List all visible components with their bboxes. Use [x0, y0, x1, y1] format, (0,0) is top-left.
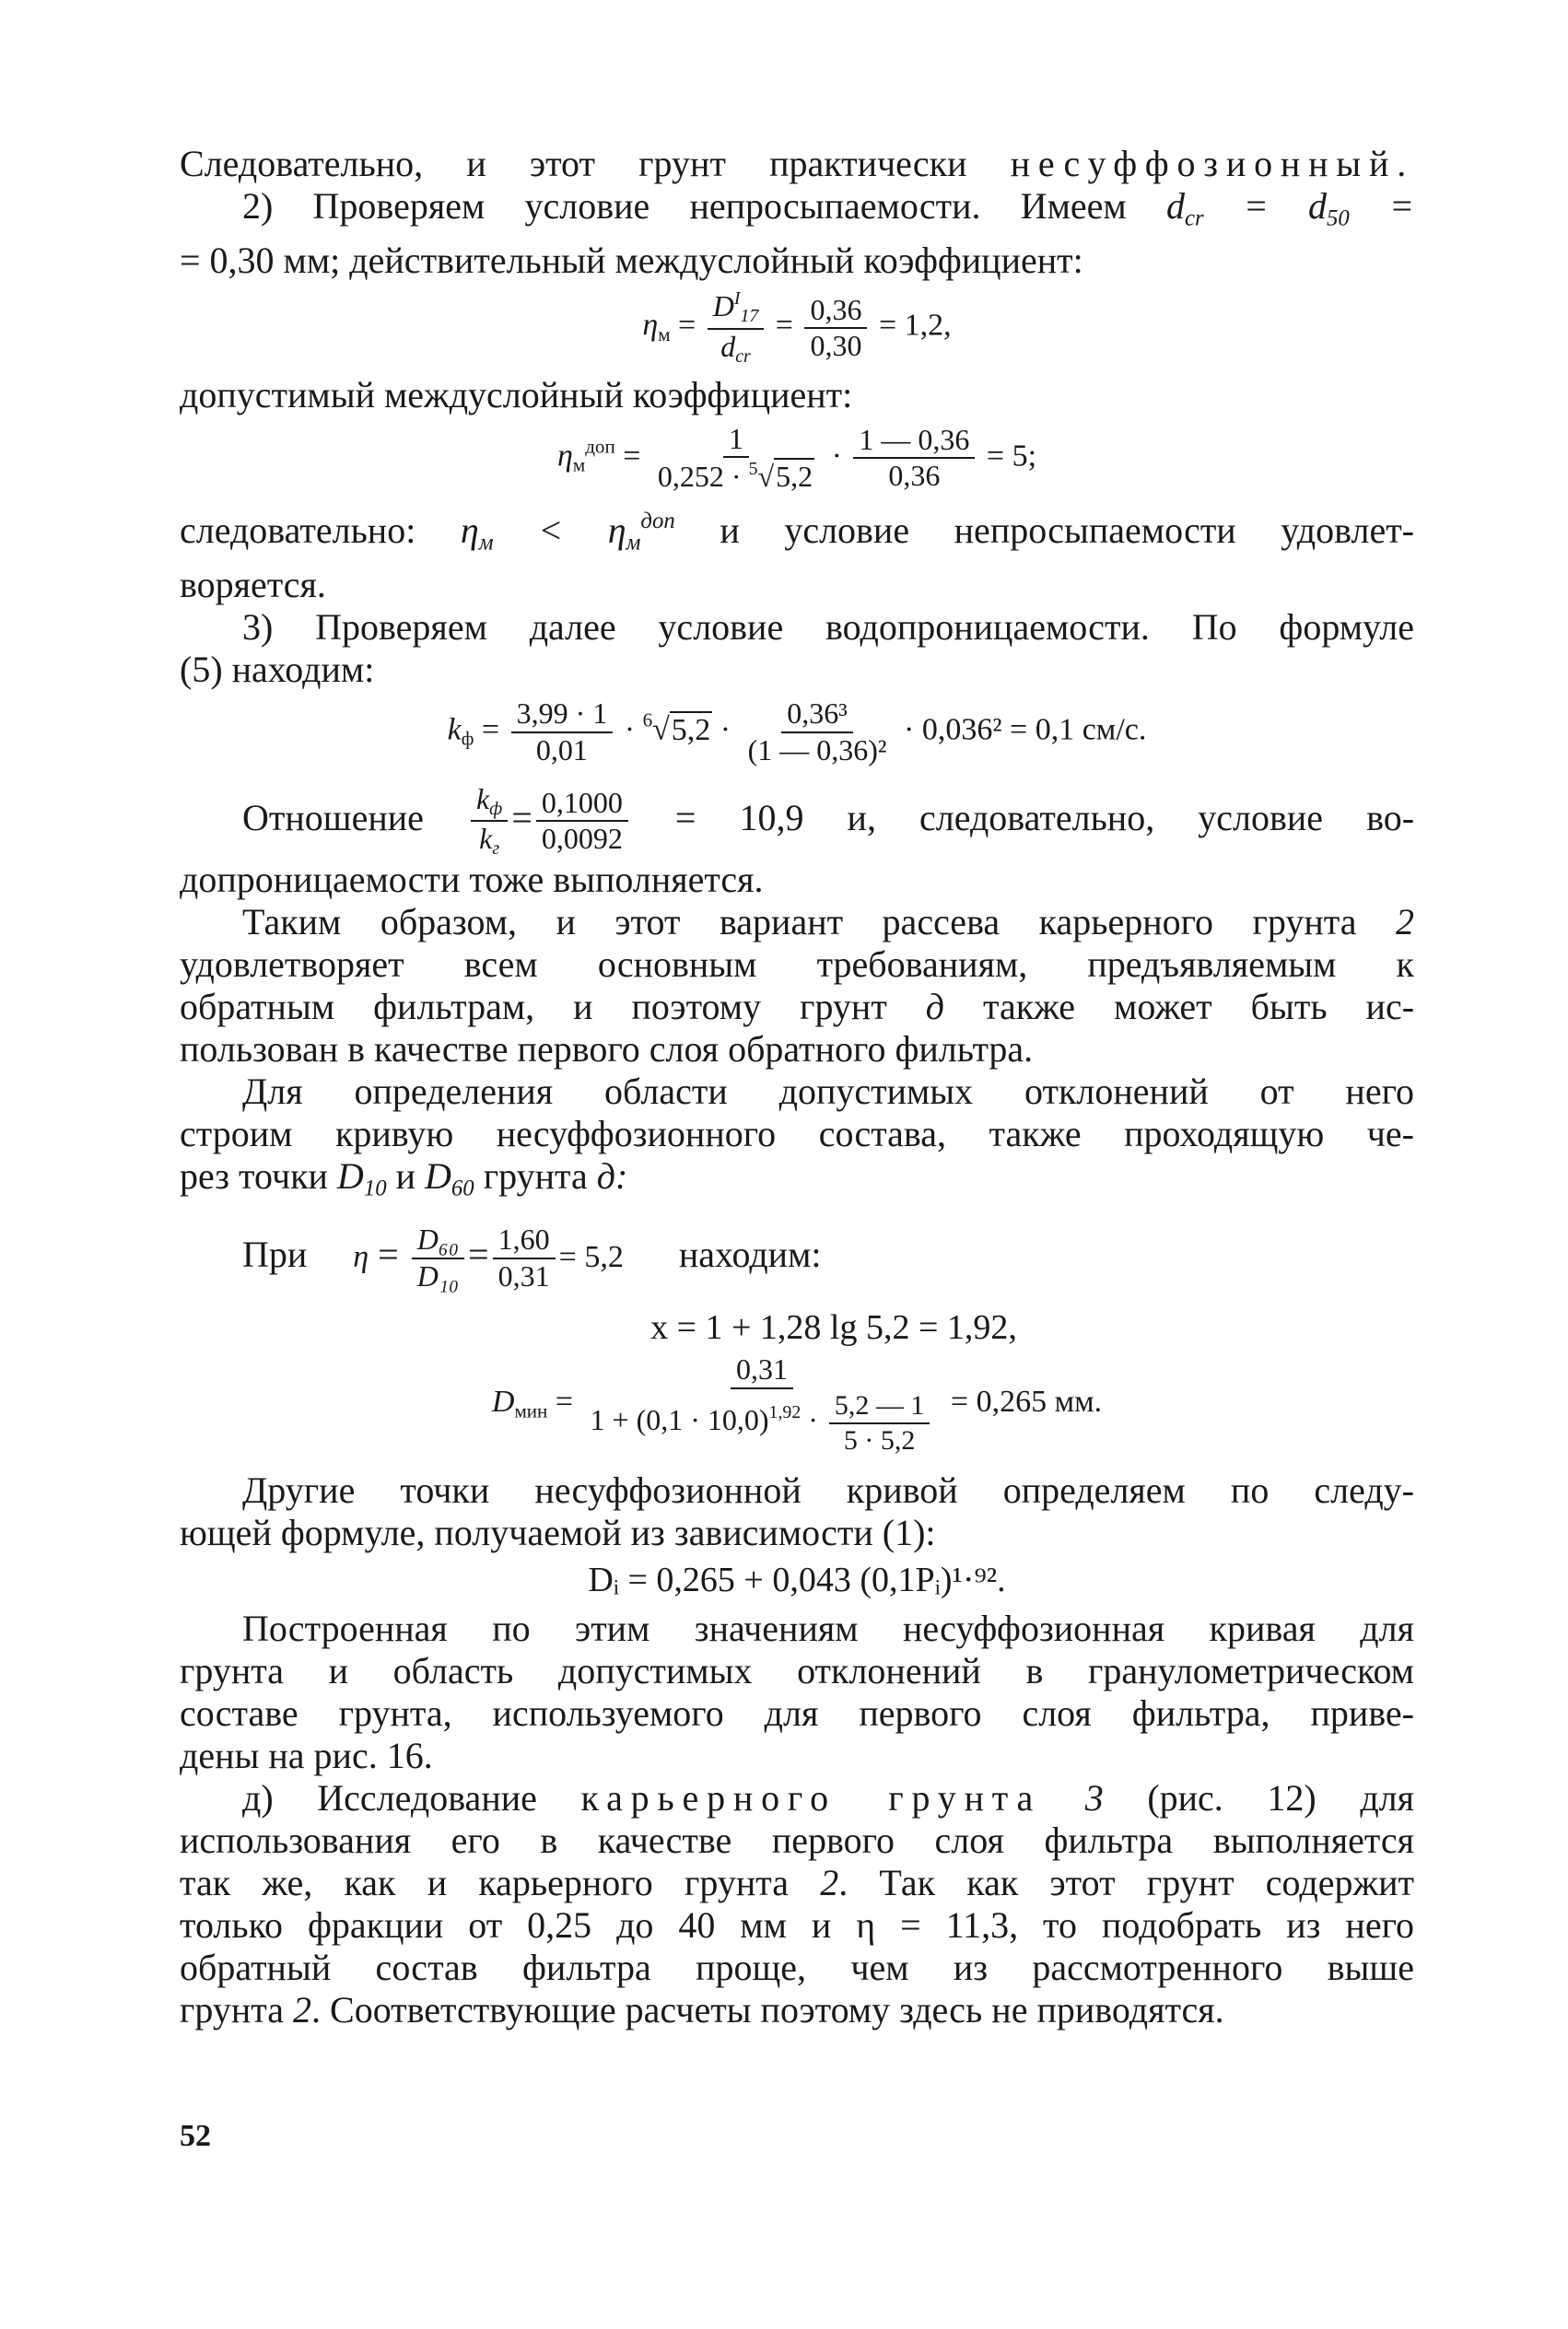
- text-line: = 0,30 мм; действительный междуслойный коэффициент:: [180, 240, 1083, 282]
- text-line: Отношение $k_ф$ $k_г$ = $\frac{0,1000}{0,0092}$ = 10,9 и, следовательно, условие во-: [242, 781, 1415, 860]
- text-line: Следовательно, и этот грунт практически несуффозионный.: [180, 143, 1414, 184]
- formula-eta-m: $\eta_м$ = $D^I_{17}$ $d_{cr}$ = $\frac{0,36}{0,30}$ = 1,2,: [642, 288, 952, 368]
- text-line: грунта и область допустимых отклонений в гранулометрическом: [180, 1649, 1414, 1691]
- text-line: Для определения области допустимых отклонений от него: [242, 1071, 1414, 1113]
- text-line: обратный состав фильтра проще, чем из рассмотренного выше: [180, 1946, 1414, 1988]
- text-line: 2) Проверяем условие непросыпаемости. Имеем $d_{cr} = d_{50}$ =: [242, 185, 1414, 231]
- text-line: следовательно: $\eta_м < \eta_м^{доп}$ и условие непросыпаемости удовлет-: [180, 508, 1414, 556]
- formula-d-min: $D_{мин}$ = 0,31 $1 + (0,1 \cdot 10,0)^{1,92}$ · $\frac{5,2 — 1}{5 \cdot 5,2}$ = 0,265 мм.: [491, 1352, 1103, 1456]
- text-line: строим кривую несуффозионного состава, также проходящую че-: [180, 1113, 1414, 1155]
- text-line: (5) находим:: [180, 649, 375, 691]
- text-line: использования его в качестве первого слоя фильтра выполняется: [180, 1819, 1414, 1861]
- formula-x: x = 1 + 1,28 lg 5,2 = 1,92,: [650, 1307, 1017, 1347]
- text-line: обратным фильтрам, и поэтому грунт д также может быть ис-: [180, 986, 1415, 1028]
- text-line: ющей формуле, получаемой из зависимости (1):: [180, 1512, 936, 1554]
- text-line: составе грунта, используемого для первого слоя фильтра, приве-: [180, 1691, 1414, 1734]
- text-line: При η = $\frac{\text{D₆₀}}{\text{D₁₀}}$ = $\frac{1,60}{0,31}$ = 5,2 находим:: [242, 1222, 822, 1293]
- text-line: только фракции от 0,25 до 40 мм и η = 11,3, то подобрать из него: [180, 1903, 1414, 1946]
- text-line: Другие точки несуффозионной кривой определяем по следу-: [242, 1469, 1414, 1512]
- text-line: допустимый междуслойный коэффициент:: [180, 373, 853, 415]
- text-line: 3) Проверяем далее условие водопроницаемости. По формуле: [242, 606, 1414, 649]
- page-number: 52: [180, 2119, 211, 2153]
- text-line: воряется.: [180, 564, 326, 606]
- text-line: Таким образом, и этот вариант рассева карьерного грунта 2: [242, 901, 1415, 943]
- text-line: допроницаемости тоже выполняется.: [180, 859, 764, 901]
- text-line: рез точки $D_{10}$ и $D_{60}$ грунта д:: [180, 1155, 628, 1201]
- text-line: д) Исследование карьерного грунта 3 (рис. 12) для: [242, 1776, 1415, 1819]
- formula-eta-allowed: $\eta_м^{доп}$ = $\frac{1}{0,252 \cdot ^5√5,2}$ · $\frac{1 — 0,36}{0,36}$ = 5;: [556, 421, 1037, 494]
- page-content: [180, 143, 1414, 2031]
- text-line: дены на рис. 16.: [180, 1734, 433, 1776]
- text-line: так же, как и карьерного грунта 2. Так как этот грунт содержит: [180, 1861, 1415, 1903]
- text-line: Построенная по этим значениям несуффозионная кривая для: [242, 1607, 1414, 1649]
- formula-di: Dᵢ = 0,265 + 0,043 (0,1Pᵢ)¹·⁹².: [588, 1561, 1006, 1600]
- text-line: удовлетворяет всем основным требованиям, предъявляемым к: [180, 943, 1414, 986]
- text-line: пользован в качестве первого слоя обратного фильтра.: [180, 1028, 1034, 1071]
- formula-kf: $k_ф$ = $\frac{3,99 \cdot 1}{0,01}$ · $^6$√5,2 · $\frac{\text{0,36³}}{\text{(1 — 0,36)²}}$ · 0,036² = 0,1 см/с.: [447, 696, 1147, 767]
- text-line: грунта 2. Соответствующие расчеты поэтому здесь не приводятся.: [180, 1988, 1224, 2031]
